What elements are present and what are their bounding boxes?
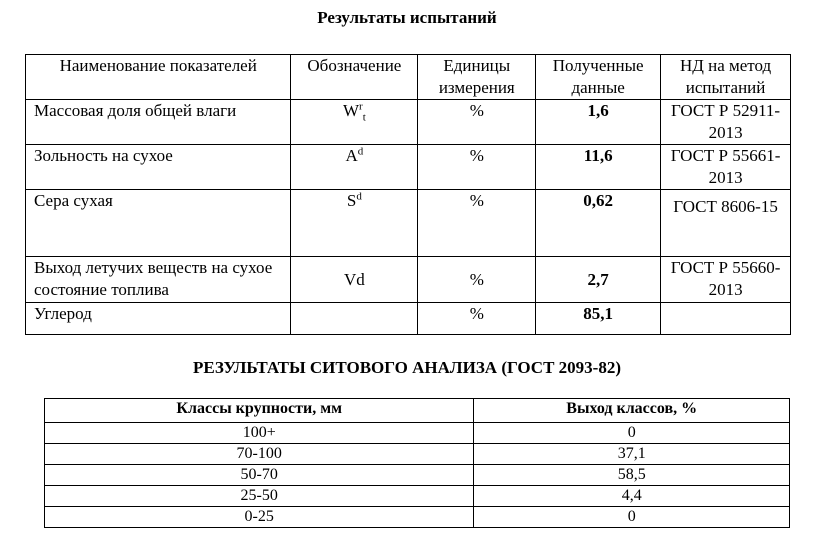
header-size-class: Классы крупности, мм	[45, 399, 474, 423]
indicator-name: Массовая доля общей влаги	[26, 100, 291, 145]
class-yield: 58,5	[474, 465, 790, 486]
indicator-value: 85,1	[536, 303, 661, 335]
sieve-analysis-title: РЕЗУЛЬТАТЫ СИТОВОГО АНАЛИЗА (ГОСТ 2093-82)	[192, 358, 621, 377]
table-row	[45, 486, 790, 507]
header-symbol: Обозначение	[291, 55, 418, 100]
indicator-method: ГОСТ Р 55661-2013	[661, 145, 791, 190]
indicator-name: Углерод	[26, 303, 291, 335]
header-indicator: Наименование показателей	[26, 55, 291, 100]
indicator-method: ГОСТ Р 55660-2013	[661, 257, 791, 303]
test-results-header-row	[26, 55, 791, 100]
indicator-symbol	[291, 303, 418, 335]
table-row	[26, 303, 791, 335]
indicator-method	[661, 303, 791, 335]
header-unit: Единицы измерения	[418, 55, 536, 100]
header-method: НД на метод испытаний	[661, 55, 791, 100]
test-results-table	[25, 54, 791, 335]
indicator-symbol: $S^d$	[291, 190, 418, 257]
size-class: 100+	[45, 423, 474, 444]
table-row	[45, 507, 790, 528]
indicator-unit: %	[418, 190, 536, 257]
indicator-unit: %	[418, 257, 536, 303]
class-yield: 0	[474, 507, 790, 528]
indicator-symbol: $A^d$	[291, 145, 418, 190]
sieve-header-row	[45, 399, 790, 423]
size-class: 25-50	[45, 486, 474, 507]
indicator-method: ГОСТ 8606-15	[661, 190, 791, 257]
indicator-name: Сера сухая	[26, 190, 291, 257]
table-row	[26, 100, 791, 145]
indicator-symbol: $W^r_t$	[291, 100, 418, 145]
indicator-name: Выход летучих веществ на сухое состояние топлива	[26, 257, 291, 303]
indicator-unit: %	[418, 100, 536, 145]
indicator-unit: %	[418, 303, 536, 335]
indicator-name: Зольность на сухое	[26, 145, 291, 190]
indicator-symbol: Vd	[291, 257, 418, 303]
indicator-value: 2,7	[536, 257, 661, 303]
size-class: 50-70	[45, 465, 474, 486]
table-row	[26, 145, 791, 190]
indicator-value: 0,62	[536, 190, 661, 257]
size-class: 70-100	[45, 444, 474, 465]
class-yield: 0	[474, 423, 790, 444]
table-row	[26, 190, 791, 257]
table-row	[45, 465, 790, 486]
size-class: 0-25	[45, 507, 474, 528]
test-results-title: Результаты испытаний	[317, 8, 497, 27]
header-value: Полученные данные	[536, 55, 661, 100]
table-row	[26, 257, 791, 303]
table-row	[45, 423, 790, 444]
indicator-value: 11,6	[536, 145, 661, 190]
indicator-unit: %	[418, 145, 536, 190]
sieve-analysis-table	[44, 398, 790, 528]
class-yield: 4,4	[474, 486, 790, 507]
header-class-yield: Выход классов, %	[474, 399, 790, 423]
class-yield: 37,1	[474, 444, 790, 465]
indicator-method: ГОСТ Р 52911-2013	[661, 100, 791, 145]
table-row	[45, 444, 790, 465]
indicator-value: 1,6	[536, 100, 661, 145]
